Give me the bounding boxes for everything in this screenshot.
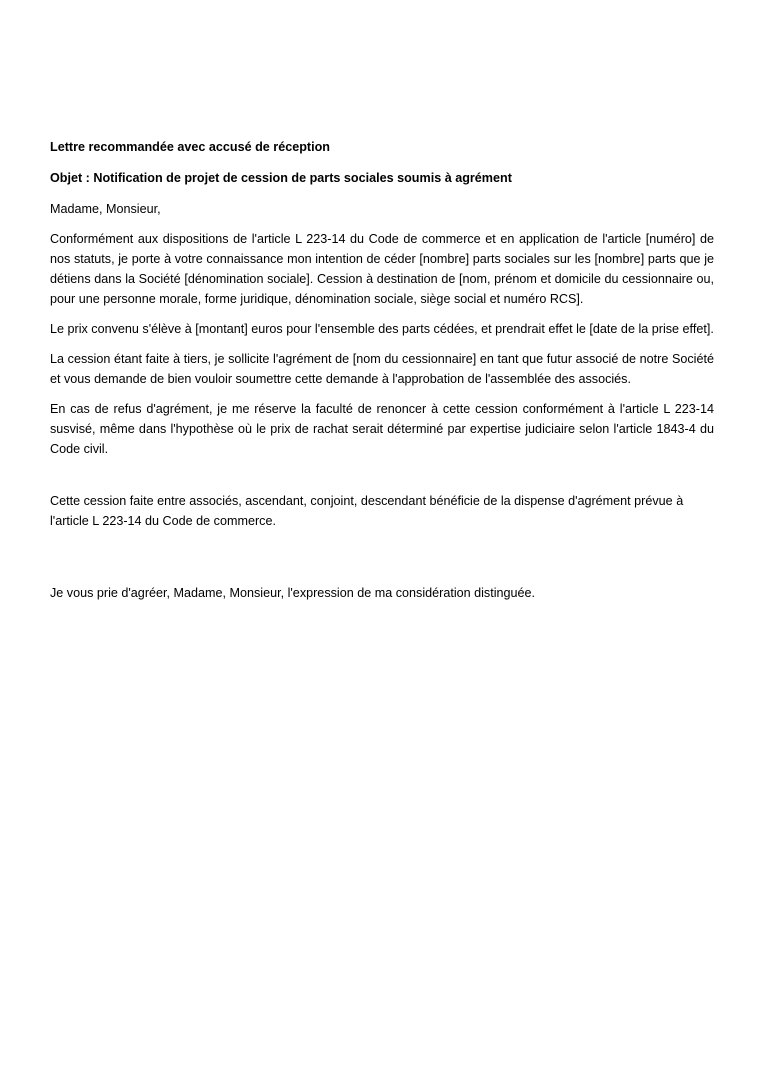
letter-salutation: Madame, Monsieur, xyxy=(50,202,161,216)
letter-heading: Lettre recommandée avec accusé de réception xyxy=(50,140,330,154)
paragraph-price: Le prix convenu s'élève à [montant] euros pour l'ensemble des parts cédées, et prendrait effet le [date de la prise effet]. xyxy=(50,322,714,336)
paragraph-legal-notice: Conformément aux dispositions de l'article L 223-14 du Code de commerce et en application de l'article [numéro] de nos statuts, je porte à votre connaissance mon intention de céder [nombre] parts sociales sur les [nombre] parts que je détiens dans la Société [dénomination sociale]. Cession à destination de [nom, prénom et domicile du cessionnaire ou, pour une personne morale, forme juridique, dénomination sociale, siège social et numéro RCS]. xyxy=(50,232,714,306)
letter-subject: Objet : Notification de projet de cession de parts sociales soumis à agrément xyxy=(50,171,512,185)
paragraph-refusal: En cas de refus d'agrément, je me réserve la faculté de renoncer à cette cession conformément à l'article L 223-14 susvisé, même dans l'hypothèse où le prix de rachat serait déterminé par expertise judiciaire selon l'article 1843-4 du Code civil. xyxy=(50,402,714,456)
paragraph-exemption: Cette cession faite entre associés, ascendant, conjoint, descendant bénéficie de la dispense d'agrément prévue à l'article L 223-14 du Code de commerce. xyxy=(50,494,684,528)
letter-closing: Je vous prie d'agréer, Madame, Monsieur, l'expression de ma considération distinguée. xyxy=(50,586,536,600)
letter-body xyxy=(50,137,714,603)
paragraph-approval-request: La cession étant faite à tiers, je sollicite l'agrément de [nom du cessionnaire] en tant que futur associé de notre Société et vous demande de bien vouloir soumettre cette demande à l'approbation de l'assemblée des associés. xyxy=(50,352,714,386)
